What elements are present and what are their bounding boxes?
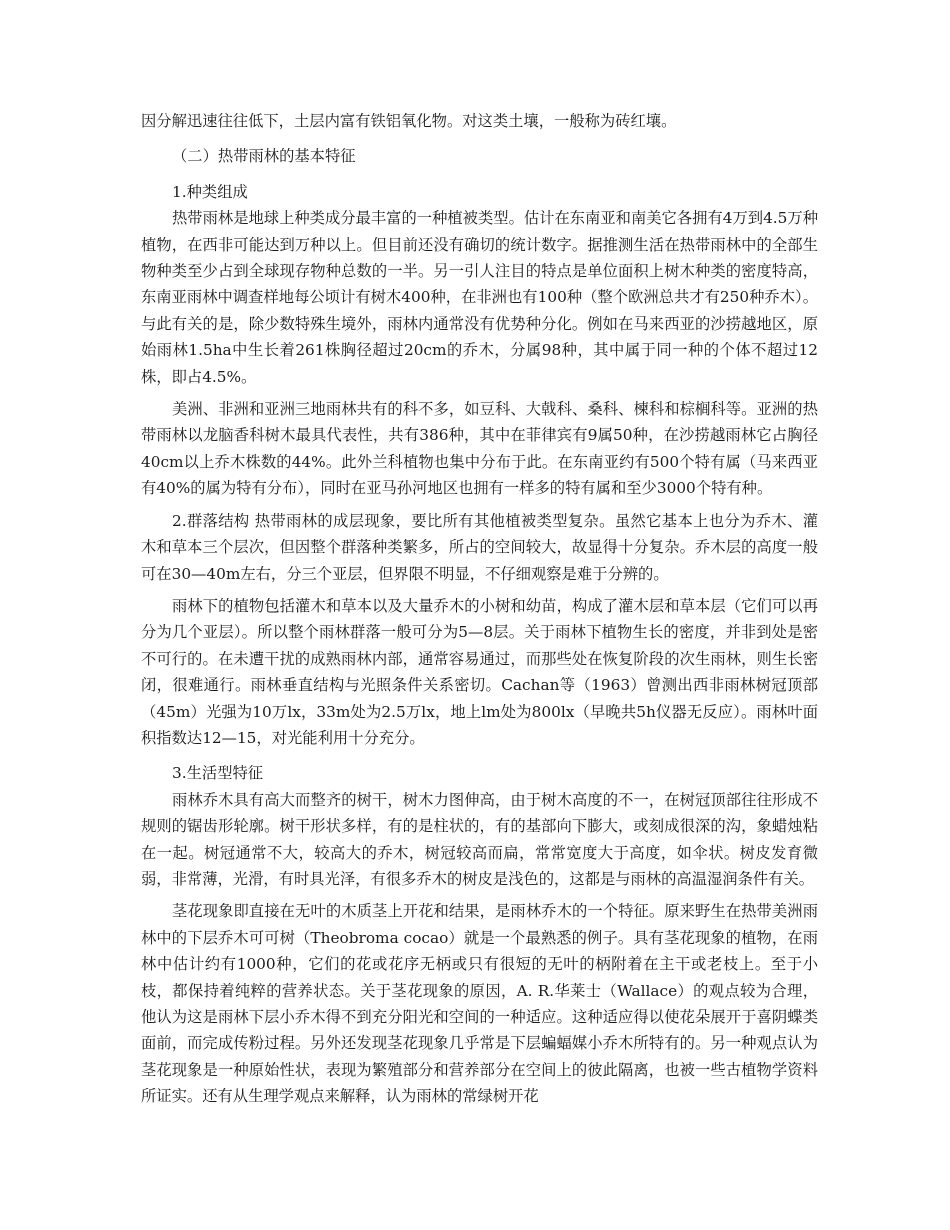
paragraph-cauliflory: 茎花现象即直接在无叶的木质茎上开花和结果，是雨林乔木的一个特征。原来野生在热带美洲雨林中的下层乔木可可树（Theobroma cocao）就是一个最熟悉的例子。具有茎花现象的植物，在雨林中估计约有1000种，它们的花或花序无柄或只有很短的无叶的柄附着在主干或老枝上。至于小枝，都保持着纯粹的营养状态。关于茎花现象的原因，A. R.华莱士（Wallace）的观点较为合理，他认为这是雨林下层小乔木得不到充分阳光和空间的一种适应。这种适应得以使花朵展开于喜阴蝶类面前，而完成传粉过程。另外还发现茎花现象几乎常是下层蝙蝠媒小乔木所特有的。另一种观点认为茎花现象是一种原始性状，表现为繁殖部分和营养部分在空间上的彼此隔离，也被一些古植物学资料所证实。还有从生理学观点来解释，认为雨林的常绿树开花 <box>141 902 818 1106</box>
paragraph-tree-form: 雨林乔木具有高大而整齐的树干，树木力图伸高，由于树木高度的不一，在树冠顶部往往形成不规则的锯齿形轮廓。树干形状多样，有的是柱状的，有的基部向下膨大，或刻成很深的沟，象蜡烛粘在一起。树冠通常不大，较高大的乔木，树冠较高而扁，常常宽度大于高度，如伞状。树皮发育微弱，非常薄，光滑，有时具光泽，有很多乔木的树皮是浅色的，这都是与雨林的高温湿润条件有关。 <box>141 790 818 888</box>
paragraph-soil-continuation: 因分解迅速往往低下，土层内富有铁铝氧化物。对这类土壤，一般称为砖红壤。 <box>141 112 677 130</box>
subheading-life-form-features: 3.生活型特征 <box>172 764 264 783</box>
document-page <box>141 108 818 1110</box>
paragraph-community-structure: 2.群落结构 热带雨林的成层现象，要比所有其他植被类型复杂。虽然它基本上也分为乔木、灌木和草本三个层次，但因整个群落种类繁多，所占的空间较大，故显得十分复杂。乔木层的高度一般可在30—40m左右，分三个亚层，但界限不明显，不仔细观察是难于分辨的。 <box>141 511 818 583</box>
subheading-species-composition: 1.种类组成 <box>172 182 248 201</box>
section-heading-rainforest-features: （二）热带雨林的基本特征 <box>172 147 356 166</box>
paragraph-understory-light: 雨林下的植物包括灌木和草本以及大量乔木的小树和幼苗，构成了灌木层和草本层（它们可以再分为几个亚层）。所以整个雨林群落一般可分为5—8层。关于雨林下植物生长的密度，并非到处是密不可行的。在未遭干扰的成熟雨林内部，通常容易通过，而那些处在恢复阶段的次生雨林，则生长密闭，很难通行。雨林垂直结构与光照条件关系密切。Cachan等（1963）曾测出西非雨林树冠顶部（45m）光强为10万lx，33m处为2.5万lx，地上lm处为800lx（早晚共5h仪器无反应）。雨林叶面积指数达12—15，对光能利用十分充分。 <box>141 596 818 747</box>
paragraph-shared-families: 美洲、非洲和亚洲三地雨林共有的科不多，如豆科、大戟科、桑科、楝科和棕榈科等。亚洲的热带雨林以龙脑香科树木最具代表性，共有386种，其中在菲律宾有9属50种，在沙捞越雨林它占胸径40cm以上乔木株数的44%。此外兰科植物也集中分布于此。在东南亚约有500个特有属（马来西亚有40%的属为特有分布），同时在亚马孙河地区也拥有一样多的特有属和至少3000个特有种。 <box>141 400 818 498</box>
paragraph-species-richness: 热带雨林是地球上种类成分最丰富的一种植被类型。估计在东南亚和南美它各拥有4万到4.5万种植物，在西非可能达到万种以上。但目前还没有确切的统计数字。据推测生活在热带雨林中的全部生物种类至少占到全球现存物种总数的一半。另一引人注目的特点是单位面积上树木种类的密度特高，东南亚雨林中调查样地每公顷计有树木400种，在非洲也有100种（整个欧洲总共才有250种乔木）。与此有关的是，除少数特殊生境外，雨林内通常没有优势种分化。例如在马来西亚的沙捞越地区，原始雨林1.5ha中生长着261株胸径超过20cm的乔木，分属98种，其中属于同一种的个体不超过12株，即占4.5%。 <box>141 209 818 386</box>
